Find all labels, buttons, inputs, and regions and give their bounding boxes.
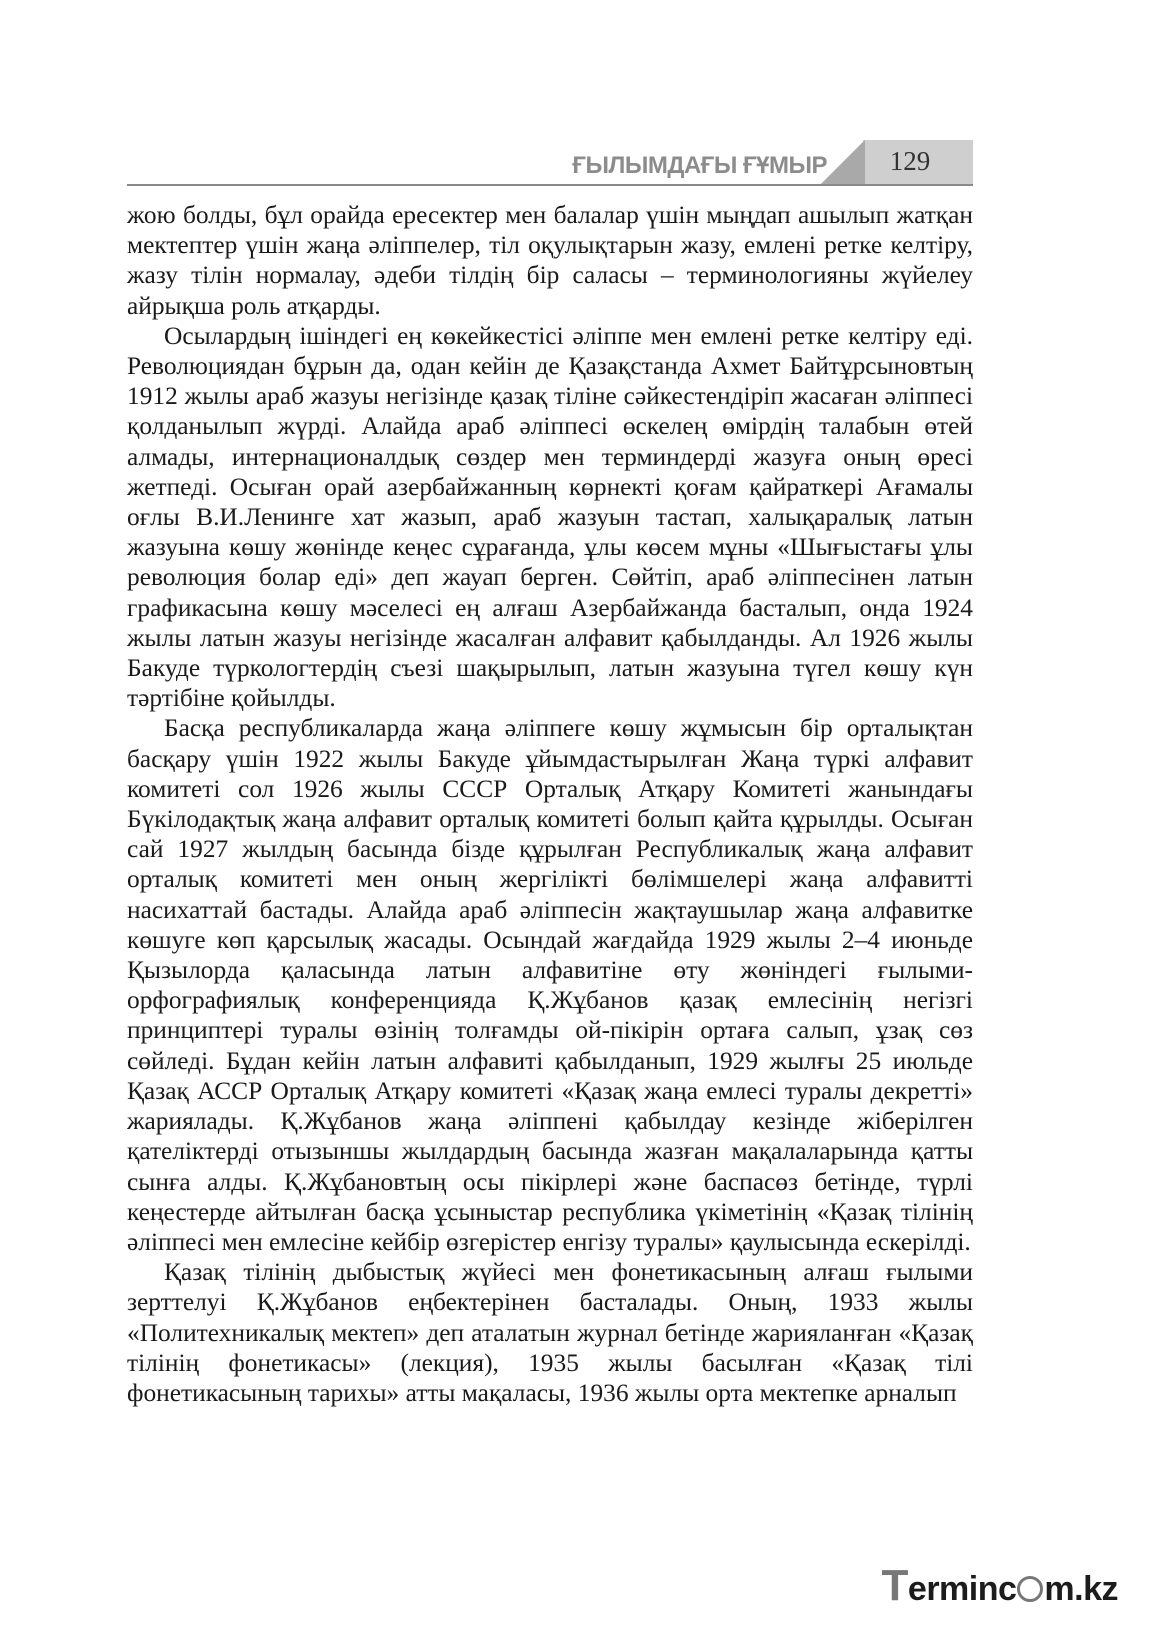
paragraph: Басқа республикаларда жаңа әліппеге көшу жұмысын бір орталықтан басқару үшін 1922 жылы Бакуде ұйымдастырылған Жаңа түркі алфавит комитеті сол 1926 жылы СССР Орталық Атқару Комитеті жанындағы Бүкілодақтық жаңа алфавит орталық комитеті болып қайта құрылды. Осыған сай 1927 жылдың басында бізде құрылған Республикалық жаңа алфавит орталық комитеті мен оның жергілікті бөлімшелері жаңа алфавитті насихаттай бастады. Алайда араб әліппесін жақтаушылар жаңа алфавитке көшуге көп қарсылық жасады. Осындай жағдайда 1929 жылы 2–4 июньде Қызылорда қаласында латын алфавитіне өту жөніндегі ғылыми-орфографиялық конференцияда Қ.Жұбанов қазақ емлесінің негізгі принциптері туралы өзінің толғамды ой-пікірін ортаға салып, ұзақ сөз сөйледі. Бұдан кейін латын алфавиті қабылданып, 1929 жылғы 25 июльде Қазақ АССР Орталық Атқару комитеті «Қазақ жаңа емлесі туралы декретті» жариялады. Қ.Жұбанов жаңа әліппені қабылдау кезінде жіберілген қателіктерді отызыншы жылдардың басында жазған мақалаларында қатты сынға алды. Қ.Жұбановтың осы пікірлері және баспасөз бетінде, түрлі кеңестерде айтылған басқа ұсыныстар республика үкіметінің «Қазақ тілінің әліппесі мен емлесіне кейбір өзгерістер енгізу туралы» қаулысында ескерілді. <box>127 714 973 1256</box>
watermark-text: erminc <box>907 1570 1017 1608</box>
page-number-tab <box>821 140 973 184</box>
body-text <box>127 200 973 1408</box>
paragraph: Қазақ тілінің дыбыстық жүйесі мен фонетикасының алғаш ғылыми зерттелуі Қ.Жұбанов еңбектерінен басталады. Оның, 1933 жылы «Политехникалық мектеп» деп аталатын журнал бетінде жарияланған «Қазақ тілінің фонетикасы» (лекция), 1935 жылы басылған «Қазақ тілі фонетикасының тарихы» атты мақаласы, 1936 жылы орта мектепке арналып <box>127 1258 973 1407</box>
running-header <box>127 138 973 186</box>
watermark-logo <box>882 1561 1118 1611</box>
paragraph: жою болды, бұл орайда ересектер мен балалар үшін мыңдап ашылып жатқан мектептер үшін жаңа әліппелер, тіл оқулықтарын жазу, емлені ретке келтіру, жазу тілін нормалау, әдеби тілдің бір саласы – терминологияны жүйелеу айрықша роль атқарды. <box>127 201 973 320</box>
watermark-domain: m.kz <box>1044 1570 1118 1608</box>
page-number: 129 <box>889 146 931 176</box>
watermark-initial: T <box>881 1561 908 1610</box>
section-title: ҒЫЛЫМДАҒЫ ҒҰМЫР <box>572 152 827 179</box>
header-rule <box>127 184 973 186</box>
magnifier-icon <box>1017 1576 1043 1602</box>
paragraph: Осылардың ішіндегі ең көкейкестісі әліппе мен емлені ретке келтіру еді. Революциядан бұрын да, одан кейін де Қазақстанда Ахмет Байтұрсыновтың 1912 жылы араб жазуы негізінде қазақ тіліне сәйкестендіріп жасаған әліппесі қолданылып жүрді. Алайда араб әліппесі өскелең өмірдің талабын өтей алмады, интернационалдық сөздер мен терминдерді жазуға оның өресі жетпеді. Осыған орай азербайжанның көрнекті қоғам қайраткері Ағамалы оғлы В.И.Ленинге хат жазып, араб жазуын тастап, халықаралық латын жазуына көшу жөнінде кеңес сұрағанда, ұлы көсем мұны «Шығыстағы ұлы революция болар еді» деп жауап берген. Сөйтіп, араб әліппесінен латын графикасына көшу мәселесі ең алғаш Азербайжанда басталып, онда 1924 жылы латын жазуы негізінде жасалған алфавит қабылданды. Ал 1926 жылы Бакуде түркологтердің съезі шақырылып, латын жазуына түгел көшу күн тәртібіне қойылды. <box>127 321 973 713</box>
